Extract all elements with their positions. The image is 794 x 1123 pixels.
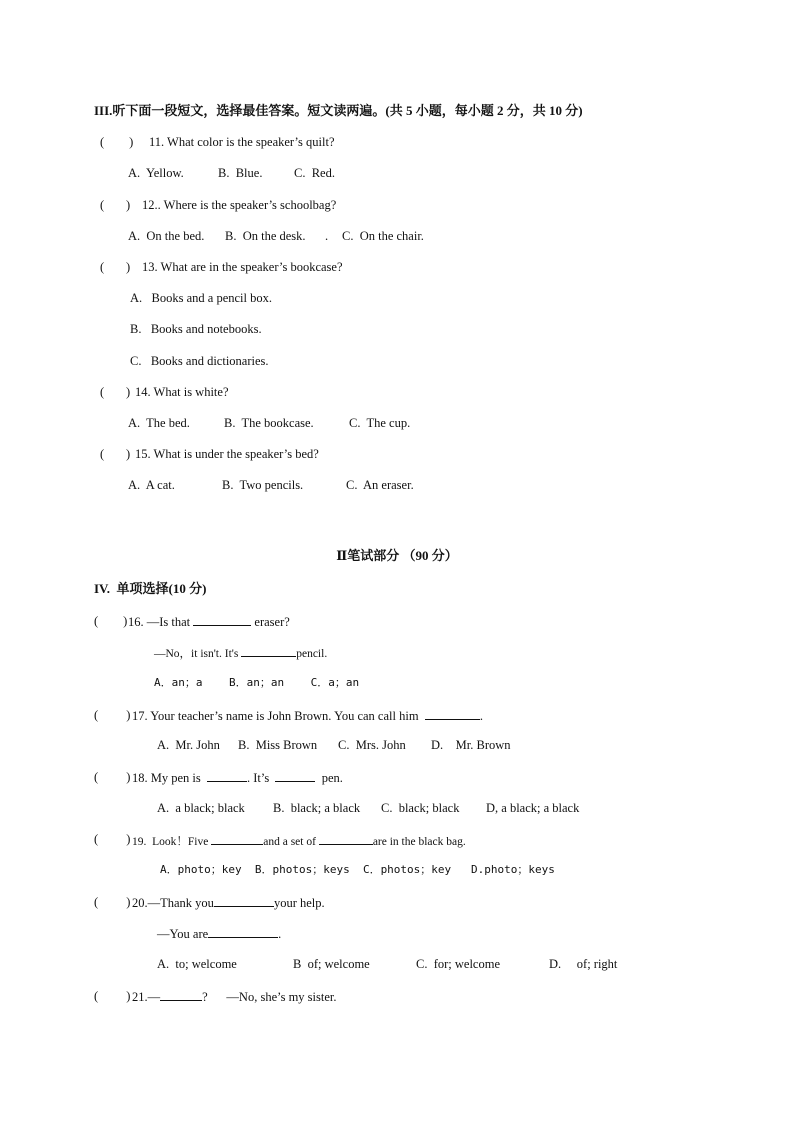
q20-blank-1: [214, 894, 274, 907]
q16-line2-pre: —No，it isn't. It's: [154, 648, 239, 660]
q15-option-c: C. An eraser.: [346, 478, 414, 492]
q15-answer-paren: ( ): [100, 447, 131, 461]
q18-text-mid: . It’s: [247, 771, 270, 785]
q15-question: 15. What is under the speaker’s bed?: [135, 447, 319, 461]
q15-option-a: A. A cat.: [128, 478, 175, 492]
q14-question: 14. What is white?: [135, 385, 229, 399]
q13-option-b: B. Books and notebooks.: [130, 322, 262, 336]
q12-answer-paren: ( ): [100, 198, 131, 212]
q14-answer-paren: ( ): [100, 385, 131, 399]
q20-line2-pre: —You are: [157, 927, 209, 941]
q20-blank-2: [208, 925, 278, 938]
q15-option-b: B. Two pencils.: [222, 478, 304, 492]
q19-question: [132, 832, 466, 850]
part-2-title: Ⅱ笔试部分 （90 分）: [336, 548, 458, 563]
q18-blank-2: [275, 769, 315, 782]
q13-question: 13. What are in the speaker’s bookcase?: [142, 260, 343, 274]
q19-text-pre: 19. Look！Five: [132, 836, 209, 848]
section-3-heading: III.听下面一段短文，选择最佳答案。短文读两遍。(共 5 小题，每小题 2 分，共 10 分): [94, 103, 583, 118]
q19-answer-paren: ( ): [94, 832, 131, 846]
q17-answer-paren: ( ): [94, 708, 131, 722]
q20-option-c: C. for; welcome: [416, 957, 501, 971]
q13-option-c: C. Books and dictionaries.: [130, 354, 269, 368]
q11-option-c: C. Red.: [294, 166, 335, 180]
q20-question: [132, 894, 325, 911]
q21-text-post: ? —No, she’s my sister.: [202, 990, 337, 1004]
q18-question: [132, 769, 343, 786]
q17-option-b: B. Miss Brown: [238, 738, 318, 752]
q21-text-pre: 21.—: [132, 990, 161, 1004]
q21-blank: [160, 988, 202, 1001]
q17-option-c: C. Mrs. John: [338, 738, 406, 752]
q17-question: [132, 707, 483, 724]
q20-text-post: your help.: [273, 896, 325, 910]
q14-option-a: A. The bed.: [128, 416, 190, 430]
q21-answer-paren: ( ): [94, 989, 131, 1003]
q21-question: [132, 988, 337, 1005]
q17-text-pre: 17. Your teacher’s name is John Brown. You can call him: [132, 709, 419, 723]
q19-blank-1: [211, 832, 263, 845]
q18-text-post: pen.: [321, 771, 343, 785]
q18-option-b: B. black; a black: [273, 801, 361, 815]
q18-blank-1: [207, 769, 247, 782]
q16-line-2: [154, 644, 327, 662]
q19-blank-2: [319, 832, 373, 845]
q13-option-a: A. Books and a pencil box.: [130, 291, 272, 305]
q16-text-pre: 16. —Is that: [128, 615, 191, 629]
q13-answer-paren: ( ): [100, 260, 131, 274]
q18-option-c: C. black; black: [381, 801, 460, 815]
q12-question: 12.. Where is the speaker’s schoolbag?: [142, 198, 337, 212]
q14-option-b: B. The bookcase.: [224, 416, 314, 430]
q12-option-c: C. On the chair.: [342, 229, 424, 243]
q17-blank: [425, 707, 480, 720]
q19-text-post: are in the black bag.: [372, 836, 466, 848]
q11-answer-paren: ( ): [100, 135, 134, 149]
q16-line2-post: pencil.: [296, 648, 328, 660]
q20-option-d: D. of; right: [549, 957, 618, 971]
q16-blank-1: [193, 613, 251, 626]
q16-options: A．an；a B．an；an C．a；an: [154, 676, 360, 689]
q18-option-a: A. a black; black: [157, 801, 245, 815]
q11-option-b: B. Blue.: [218, 166, 263, 180]
q18-text-pre: 18. My pen is: [132, 771, 201, 785]
q19-text-mid: and a set of: [263, 836, 316, 848]
q17-text-post: .: [479, 709, 483, 723]
q18-answer-paren: ( ): [94, 770, 131, 784]
q14-option-c: C. The cup.: [349, 416, 411, 430]
q12-stray-dot: .: [325, 229, 329, 243]
q20-answer-paren: ( ): [94, 895, 131, 909]
q20-option-b: B of; welcome: [293, 957, 370, 971]
q18-option-d: D, a black; a black: [486, 801, 580, 815]
section-4-heading: IV. 单项选择(10 分): [94, 581, 207, 596]
q20-line-2: [157, 925, 281, 942]
q16-answer-paren: ( ): [94, 614, 128, 628]
q11-option-a: A. Yellow.: [128, 166, 184, 180]
q20-option-a: A. to; welcome: [157, 957, 237, 971]
q16-text-post: eraser?: [254, 615, 290, 629]
q20-text-pre: 20.—Thank you: [132, 896, 214, 910]
q19-options: A．photo；key B．photos；keys C．photos；key D.photo；keys: [160, 863, 555, 876]
q17-option-d: D. Mr. Brown: [431, 738, 511, 752]
q12-option-b: B. On the desk.: [225, 229, 306, 243]
q16-blank-2: [241, 644, 296, 657]
q16-question: [128, 613, 290, 630]
q11-question: 11. What color is the speaker’s quilt?: [149, 135, 335, 149]
q12-option-a: A. On the bed.: [128, 229, 205, 243]
q17-option-a: A. Mr. John: [157, 738, 220, 752]
q20-line2-post: .: [278, 927, 282, 941]
